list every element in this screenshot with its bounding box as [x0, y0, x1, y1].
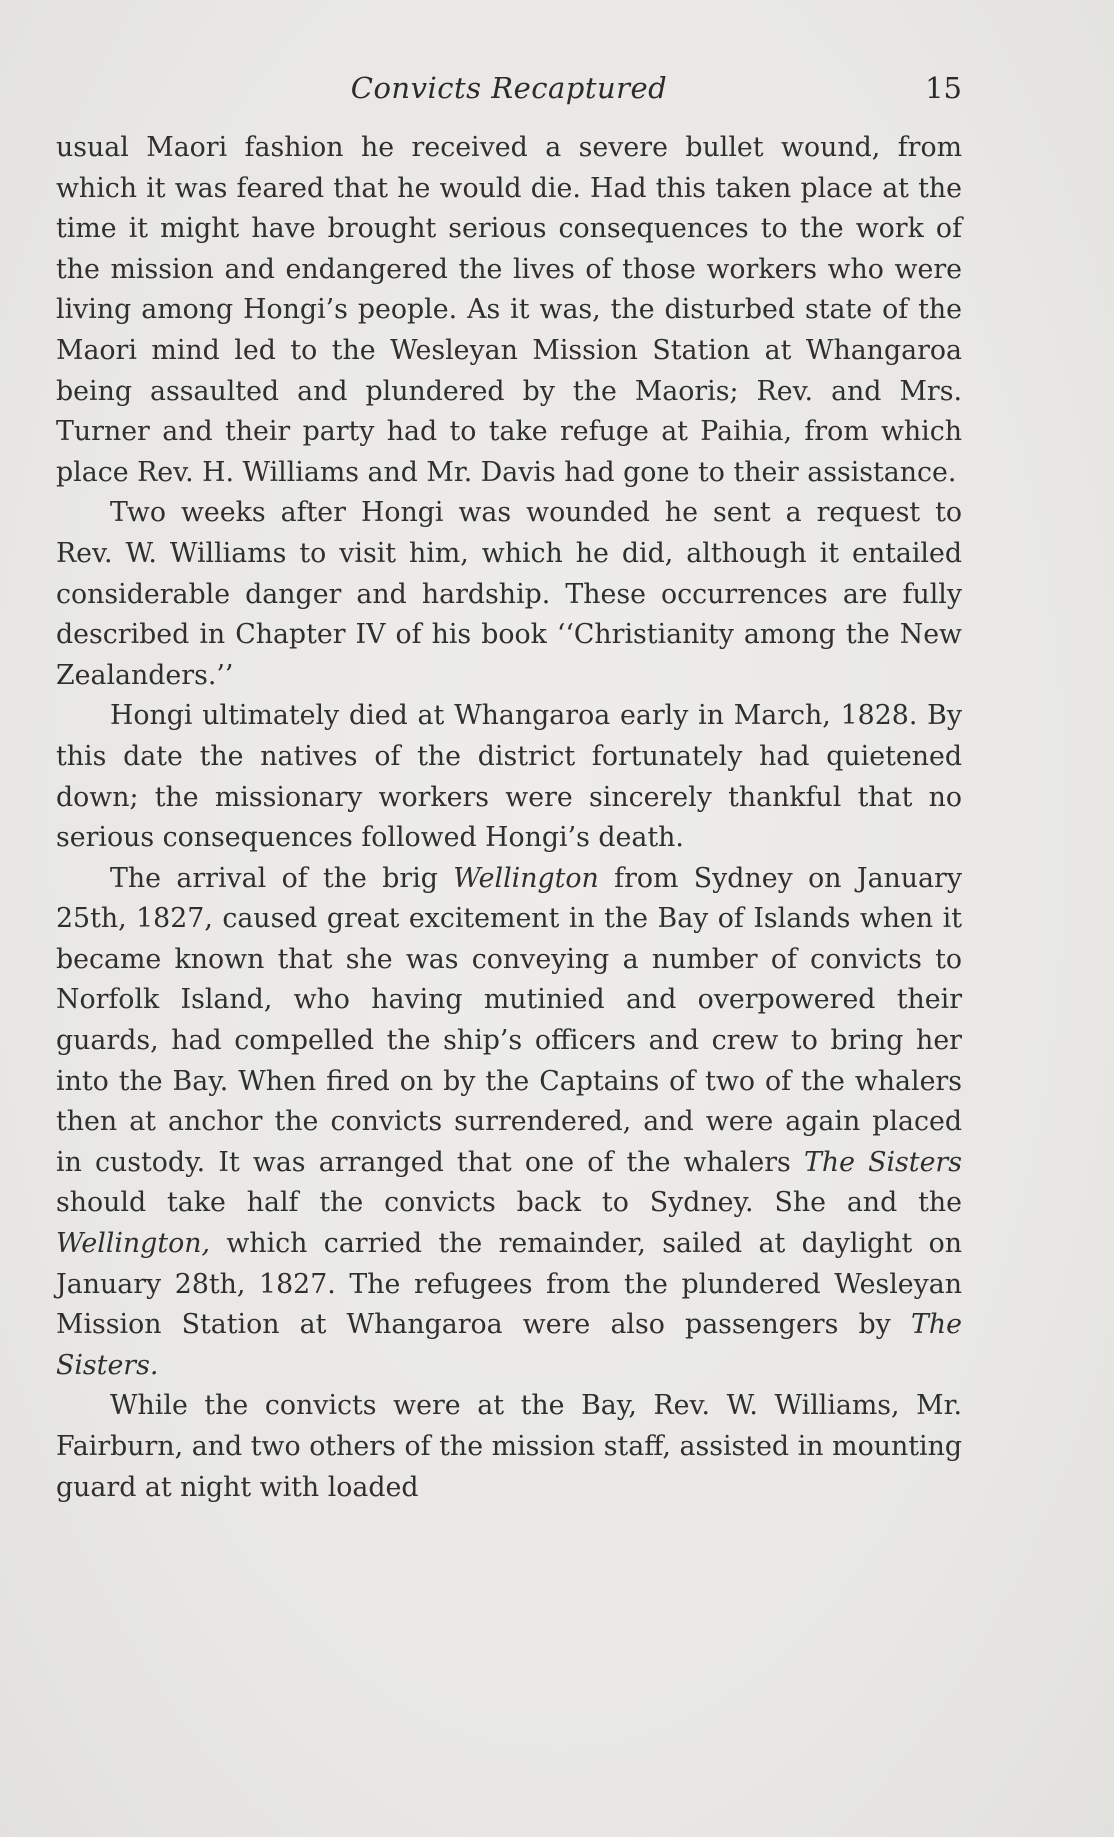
body-text	[56, 128, 962, 1508]
paragraph	[56, 1386, 962, 1508]
text-run: usual Maori fashion he received a severe bullet wound, from which it was feared that he would die. Had this taken place at the time it might have brought serious consequences to the work of the mission and endangered the lives of those workers who were living among Hongi’s people. As it was, the disturbed state of the Maori mind led to the Wesleyan Mission Station at Whangaroa being assaulted and plundered by the Maoris; Rev. and Mrs. Turner and their party had to take refuge at Paihia, from which place Rev. H. Williams and Mr. Davis had gone to their assistance.	[56, 132, 962, 488]
text-run: While the convicts were at the Bay, Rev. W. Williams, Mr. Fairburn, and two others of the mission staff, assisted in mounting guard at night with loaded	[56, 1390, 962, 1503]
text-run: Hongi ultimately died at Whangaroa early in March, 1828. By this date the natives of the district fortunately had quietened down; the missionary workers were sincerely thankful that no serious consequences followed Hongi’s death.	[56, 700, 962, 854]
paragraph	[56, 696, 962, 858]
italic-run: The Sisters	[803, 1146, 962, 1178]
paragraph	[56, 128, 962, 493]
running-title: Convicts Recaptured	[350, 71, 668, 105]
paragraph	[56, 859, 962, 1387]
text-run: should take half the convicts back to Sydney. She and the	[56, 1187, 962, 1219]
page-header	[56, 66, 962, 110]
paragraph	[56, 493, 962, 696]
page-number: 15	[925, 71, 962, 105]
italic-run: The Sisters.	[56, 1309, 962, 1381]
text-run: which carried the remainder, sailed at daylight on January 28th, 1827. The refugees from the plundered Wesleyan Mission Station at Whangaroa were also passengers by	[56, 1228, 962, 1341]
italic-run: Wellington	[453, 862, 599, 894]
text-run: The arrival of the brig	[110, 862, 454, 894]
italic-run: Wellington,	[56, 1228, 211, 1260]
text-run: Two weeks after Hongi was wounded he sent a request to Rev. W. Williams to visit him, which he did, although it entailed considerable danger and hardship. These occurrences are fully described in Chapter IV of his book ‘‘Christianity among the New Zealanders.’’	[56, 497, 962, 691]
text-run: from Sydney on January 25th, 1827, caused great excitement in the Bay of Islands when it became known that she was conveying a number of convicts to Norfolk Island, who having mutinied and overpowered their guards, had compelled the ship’s officers and crew to bring her into the Bay. When fired on by the Captains of two of the whalers then at anchor the convicts surrendered, and were again placed in custody. It was arranged that one of the whalers	[56, 862, 962, 1178]
